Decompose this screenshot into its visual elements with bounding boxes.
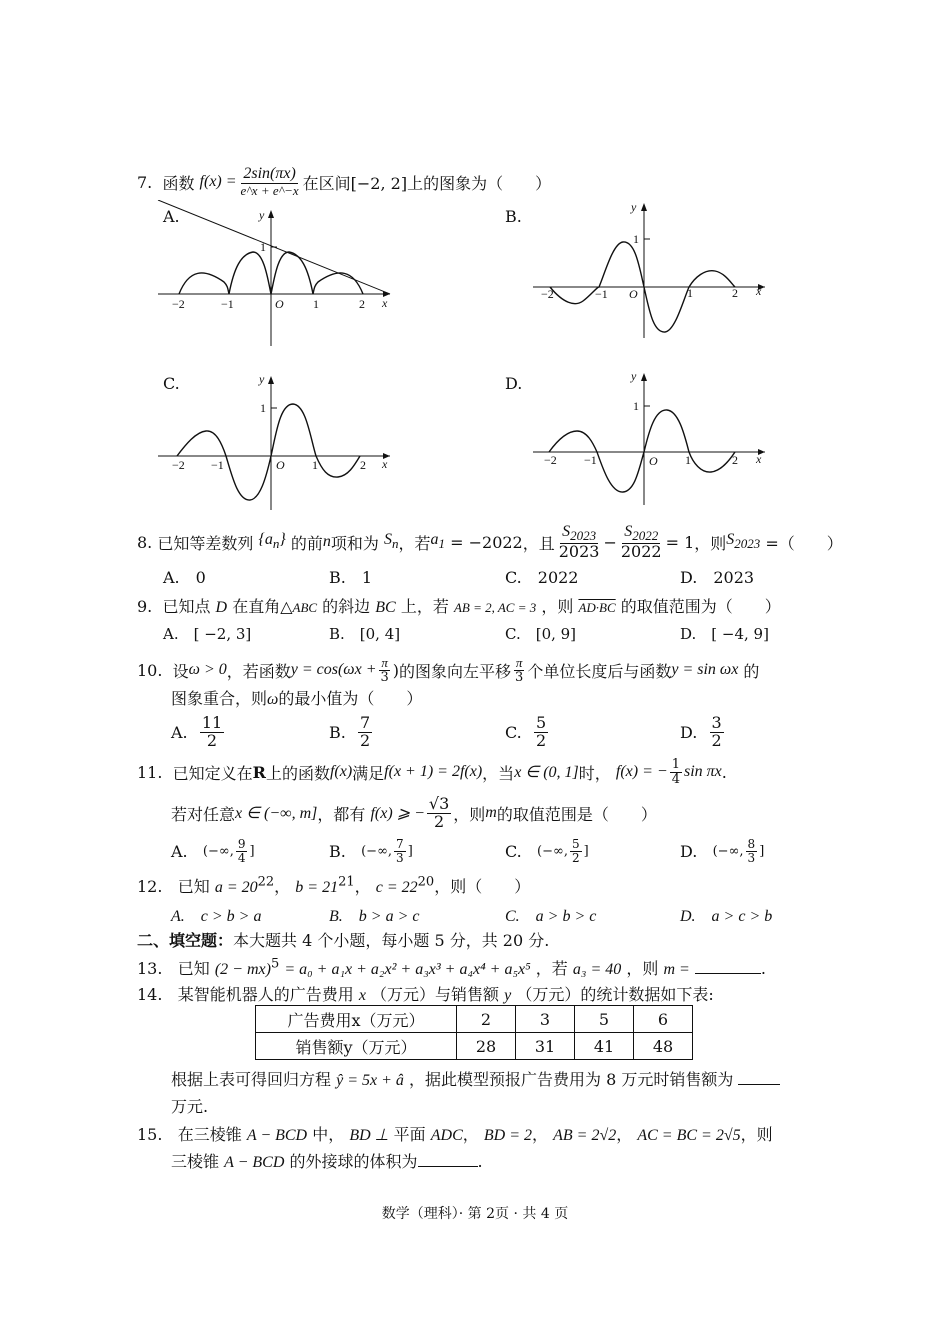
q11-a-frac — [236, 838, 248, 864]
q8-sq-eq: =（ ） — [765, 533, 843, 553]
q7-fx: f(x) = — [199, 173, 237, 190]
q11-a-pre: (−∞, — [202, 843, 234, 859]
q8-a1-val: = −2022 — [450, 532, 523, 552]
q10-fn: y = cos(ωx + — [290, 661, 377, 678]
q10-option-c-label: C. — [505, 722, 522, 742]
q8-text2: 的前 — [290, 533, 323, 553]
q12-a-exp: 22 — [257, 874, 275, 890]
q10-d-num: 3 — [711, 712, 722, 732]
q8-frac1-den: 2023 — [558, 541, 600, 561]
q14-stem — [137, 982, 714, 1005]
q11-sin: sin πx — [683, 763, 722, 780]
q14-line2b: ，据此模型预报广告费用为 8 万元时销售额为 — [409, 1070, 734, 1089]
q10-b-num: 7 — [360, 712, 371, 732]
q14-x: x — [358, 987, 366, 1004]
q10-number: 10. — [137, 660, 163, 680]
q8-seq-close: } — [279, 531, 286, 549]
q14-eq: ŷ = 5x + â — [336, 1072, 404, 1089]
table-row — [256, 1006, 693, 1033]
section2-desc: 本大题共 4 个小题，每小题 5 分，共 20 分. — [233, 931, 550, 950]
q11-q-den: 4 — [671, 771, 680, 787]
q15-text3: 平面 — [393, 1125, 426, 1144]
q11-r-num: √3 — [428, 793, 450, 813]
table-cell: 48 — [634, 1033, 693, 1060]
table-cell: 41 — [575, 1033, 634, 1060]
q15-text5: ， — [532, 1125, 549, 1144]
q11-b-pre: (−∞, — [361, 843, 393, 859]
q12-number: 12. — [137, 877, 163, 896]
label-one: 1 — [260, 401, 266, 415]
q10-option-c[interactable] — [505, 712, 550, 752]
x-label: x — [756, 284, 762, 298]
q8-number: 8. — [137, 532, 153, 552]
label-neg2: −2 — [172, 458, 185, 472]
q12-c-exp: 20 — [417, 874, 435, 890]
x-label: x — [382, 296, 388, 310]
q9-text5: ，则 — [541, 597, 574, 616]
q11-c-frac — [570, 838, 582, 864]
q12-option-a[interactable]: A. c > b > a — [171, 908, 262, 925]
q8-seq-sub: n — [272, 536, 280, 552]
label-pos1: 1 — [313, 297, 319, 311]
q15-c2: ADC — [430, 1127, 463, 1144]
label-neg1: −1 — [211, 458, 224, 472]
q8-n: n — [322, 533, 331, 550]
q11-line2a: 若对任意 — [171, 804, 236, 824]
q15-text2: 中， — [312, 1125, 345, 1144]
q11-r: R — [252, 762, 266, 782]
q9-d: D — [215, 599, 228, 616]
q10-line2c: 的最小值为（ ） — [278, 689, 423, 708]
q8-f1-s: S — [562, 522, 571, 540]
q11-quarter — [670, 758, 682, 786]
table-cell: 31 — [516, 1033, 575, 1060]
table-row — [256, 1033, 693, 1060]
q10-text2: ，若函数 — [226, 661, 291, 681]
q8-seq-a: {a — [258, 531, 273, 549]
q10-omega: ω > 0 — [188, 661, 227, 678]
q11-d-num: 8 — [747, 836, 756, 851]
q12-sep2: ， — [354, 877, 371, 896]
q8-frac1-num — [560, 524, 598, 544]
table-cell: 6 — [634, 1006, 693, 1033]
q9-option-c[interactable]: C. [0, 9] — [505, 625, 577, 643]
q9-text4: 上，若 — [400, 597, 449, 616]
q8-stem — [137, 520, 843, 564]
q8-f2-sub: 2022 — [632, 527, 659, 543]
q10-a-num: 11 — [201, 712, 223, 732]
q11-fdef: f(x) = − — [615, 763, 668, 780]
q9-text: 已知点 — [162, 597, 211, 616]
q11-text4: ，当 — [482, 763, 515, 783]
q7-number: 7. — [137, 172, 153, 192]
q8-seq — [258, 531, 285, 552]
q10-pi-frac — [379, 656, 391, 684]
curve — [549, 410, 735, 492]
q15-c3: BD = 2 — [483, 1127, 533, 1144]
q13-stem — [137, 956, 766, 979]
q9-number: 9. — [137, 597, 153, 616]
q15-c4: AB = 2√2 — [553, 1127, 617, 1144]
q15-text4: ， — [462, 1125, 479, 1144]
q10-text5: 的 — [743, 661, 760, 681]
origin-label: O — [649, 454, 658, 468]
q11-a-label: A. — [171, 841, 188, 861]
q7-graph-d[interactable] — [525, 365, 775, 515]
q10-option-a-frac — [200, 712, 224, 750]
q12-b: b = 21 — [295, 879, 339, 896]
q9-text2: 在直角△ — [232, 597, 293, 616]
table-cell: 28 — [457, 1033, 516, 1060]
y-label: y — [631, 200, 637, 214]
q15-answer-blank[interactable] — [418, 1166, 478, 1167]
q7-graph-c[interactable] — [150, 368, 400, 518]
q9-option-a[interactable]: A. [ −2, 3] — [163, 625, 252, 643]
q8-a1 — [431, 531, 446, 552]
q11-c-num: 5 — [571, 836, 580, 851]
q8-eq1: = 1 — [665, 532, 695, 552]
label-one: 1 — [633, 232, 639, 246]
q10-text3: 的图象向左平移 — [399, 661, 512, 681]
label-one: 1 — [260, 240, 266, 254]
q11-text2: 上的函数 — [265, 763, 330, 783]
y-label: y — [259, 372, 265, 386]
q11-line2b: x ∈ (−∞, m] — [235, 805, 318, 822]
q11-line2e: ，则 — [453, 804, 486, 824]
q11-fx: f(x) — [329, 763, 353, 780]
q10-pi-num-2: π — [515, 654, 523, 670]
q13-rhs: = a₀ + a₁x + a₂x² + a₃x³ + a₄x⁴ + a₅x⁵ — [284, 961, 531, 978]
q10-option-c-frac — [534, 712, 548, 750]
q7-lead: 函数 — [162, 173, 195, 193]
q11-b-post: ] — [407, 843, 413, 859]
origin-label: O — [276, 458, 285, 472]
q10-pi-den-2: 3 — [515, 669, 524, 685]
q11-d-post: ] — [759, 843, 765, 859]
table-cell: 5 — [575, 1006, 634, 1033]
label-neg2: −2 — [541, 287, 554, 301]
q10-c-num: 5 — [535, 712, 547, 732]
q15-line2a: 三棱锥 — [171, 1152, 220, 1171]
q15-line2c: 的外接球的体积为 — [289, 1152, 418, 1171]
q8-text6: ，则 — [694, 533, 727, 553]
q15-line2d: . — [477, 1152, 483, 1171]
q11-dom: x ∈ (0, 1] — [514, 764, 579, 781]
q11-d-pre: (−∞, — [712, 843, 744, 859]
q11-root-frac — [427, 793, 451, 831]
q11-d-frac — [746, 838, 758, 864]
q14-line2 — [171, 1067, 780, 1090]
label-neg2: −2 — [172, 297, 185, 311]
q13-expr: (2 − mx) — [214, 961, 271, 978]
y-arrow-icon — [641, 203, 647, 211]
q7-option-a-label[interactable]: A. — [163, 207, 180, 226]
q12-c: c = 22 — [375, 879, 418, 896]
q14-data-table — [255, 1005, 693, 1060]
q11-c-den: 2 — [571, 850, 580, 865]
q15-c1: BD ⊥ — [349, 1127, 389, 1144]
q12-b-exp: 21 — [338, 874, 355, 890]
q11-b-label: B. — [329, 841, 346, 861]
q11-text1: 已知定义在 — [172, 763, 253, 783]
q11-stem — [137, 752, 727, 792]
q10-text4: 个单位长度后与函数 — [527, 661, 672, 681]
q10-option-d-label: D. — [680, 722, 698, 742]
q14-text3: （万元）的统计数据如下表: — [516, 985, 714, 1004]
label-one: 1 — [633, 399, 639, 413]
q10-option-a[interactable] — [171, 712, 226, 752]
q12-a: a = 20 — [214, 879, 258, 896]
q11-d-label: D. — [680, 841, 698, 861]
q7-tail: 在区间[−2, 2]上的图象为（ ） — [302, 173, 552, 193]
q10-pi-frac-2 — [513, 656, 525, 684]
table-row-head: 广告费用x（万元） — [256, 1006, 457, 1033]
q8-text: 已知等差数列 — [157, 533, 254, 553]
q9-bc: BC — [375, 599, 396, 616]
q11-line2g: 的取值范围是（ ） — [496, 804, 657, 824]
q11-number: 11. — [137, 762, 163, 782]
q8-f1-sub: 2023 — [570, 527, 597, 543]
q11-line2f: m — [485, 804, 497, 821]
y-label: y — [631, 369, 637, 383]
q12-sep1: ， — [274, 877, 291, 896]
q7-option-d-label[interactable]: D. — [505, 374, 523, 393]
q8-sq-s: S — [726, 531, 735, 549]
q8-option-d[interactable]: D. 2023 — [680, 568, 755, 587]
q11-c-label: C. — [505, 841, 522, 861]
q7-fraction — [239, 166, 301, 197]
origin-label: O — [275, 297, 284, 311]
q8-sq — [726, 531, 760, 552]
q14-text2: （万元）与销售额 — [371, 985, 500, 1004]
q8-frac2 — [619, 524, 664, 561]
label-pos2: 2 — [359, 297, 365, 311]
q11-option-c[interactable] — [505, 835, 589, 867]
q12-stem — [137, 874, 530, 897]
q13-text1: 已知 — [177, 959, 210, 978]
q8-sq-sub: 2023 — [734, 536, 761, 552]
q8-option-b[interactable]: B. 1 — [329, 568, 373, 587]
q11-r-den: 2 — [433, 811, 445, 831]
q11-b-den: 3 — [396, 850, 404, 865]
q15-text1: 在三棱锥 — [177, 1125, 242, 1144]
origin-label: O — [629, 287, 638, 301]
q10-b-den: 2 — [360, 730, 371, 750]
q11-line2 — [171, 792, 657, 834]
q15-line2b: A − BCD — [224, 1154, 285, 1171]
q11-c-pre: (−∞, — [537, 843, 568, 859]
q14-answer-blank[interactable] — [738, 1084, 780, 1085]
q15-t1: A − BCD — [246, 1127, 308, 1144]
q10-option-d[interactable] — [680, 712, 726, 752]
curve — [177, 404, 360, 500]
q14-line2a: 根据上表可得回归方程 — [171, 1070, 332, 1089]
q11-a-den: 4 — [237, 850, 246, 865]
q8-minus: − — [603, 532, 617, 552]
q14-y: y — [504, 987, 512, 1004]
q8-a: a — [430, 531, 439, 549]
q10-a-den: 2 — [206, 730, 218, 750]
table-cell: 2 — [457, 1006, 516, 1033]
q8-a-sub: 1 — [438, 536, 446, 552]
q10-option-a-label: A. — [171, 722, 188, 742]
q9-option-b[interactable]: B. [0, 4] — [329, 625, 401, 643]
q9-vec: AD·BC — [578, 600, 616, 615]
q10-text1: 设 — [172, 661, 189, 681]
q10-line2a: 图象重合，则 — [171, 689, 268, 708]
q11-option-b[interactable] — [329, 835, 413, 867]
q10-pi-den: 3 — [380, 669, 389, 685]
q12-text2: ，则（ ） — [434, 877, 531, 896]
q10-c-den: 2 — [535, 730, 547, 750]
q10-line2b: ω — [267, 691, 279, 708]
q7-option-b-label[interactable]: B. — [505, 207, 522, 226]
q13-text3: ，则 — [626, 959, 659, 978]
q8-option-a[interactable]: A. 0 — [163, 568, 206, 587]
q12-option-b[interactable]: B. b > a > c — [329, 908, 420, 925]
q8-text5: ，且 — [522, 533, 555, 553]
q8-frac2-num — [622, 524, 660, 544]
q8-text4: ，若 — [398, 533, 431, 553]
label-pos2: 2 — [732, 286, 738, 300]
q11-option-a[interactable] — [171, 835, 255, 867]
q11-a-post: ] — [249, 843, 255, 859]
q13-m: m = — [663, 961, 690, 978]
q10-fn2: y = sin ωx — [671, 661, 739, 678]
x-label: x — [756, 452, 762, 466]
table-row-head: 销售额y（万元） — [256, 1033, 457, 1060]
q12-text1: 已知 — [177, 877, 210, 896]
y-arrow-icon — [268, 376, 274, 384]
q8-frac2-den: 2022 — [620, 541, 662, 561]
q14-line3: 万元. — [171, 1097, 209, 1116]
q13-a3: a₃ = 40 — [572, 961, 622, 978]
q8-f2-s: S — [624, 522, 633, 540]
q7-option-c-label[interactable]: C. — [163, 374, 180, 393]
q10-option-d-frac — [710, 712, 724, 750]
q10-option-b-label: B. — [329, 722, 346, 742]
q9-stem — [137, 594, 781, 617]
q12-option-c[interactable]: C. a > b > c — [505, 908, 597, 925]
q7-graph-a[interactable] — [150, 200, 400, 350]
q7-frac-den: e^x + e^−x — [240, 183, 299, 199]
q10-fn-close: ) — [392, 660, 400, 680]
q8-option-c[interactable]: C. 2022 — [505, 568, 579, 587]
q12-option-d[interactable]: D. a > c > b — [680, 908, 773, 925]
label-pos1: 1 — [312, 458, 318, 472]
q15-c5: AC = BC = 2√5 — [637, 1127, 741, 1144]
label-pos1: 1 — [687, 286, 693, 300]
label-pos2: 2 — [360, 458, 366, 472]
q11-line2c: ，都有 — [317, 804, 366, 824]
q13-text2: ，若 — [535, 959, 568, 978]
q9-text3: 的斜边 — [322, 597, 371, 616]
section2-heading — [137, 928, 549, 951]
q15-line2 — [171, 1149, 483, 1172]
q11-line2d: f(x) ⩾ − — [370, 805, 425, 822]
q15-number: 15. — [137, 1125, 163, 1144]
q8-s: S — [384, 531, 392, 549]
q10-option-b[interactable] — [329, 712, 374, 752]
q8-frac1 — [557, 524, 602, 561]
q11-dot: . — [721, 762, 727, 782]
q8-text3: 项和为 — [330, 533, 379, 553]
q15-text7: ，则 — [740, 1125, 773, 1144]
page-footer: 数学（理科）· 第 2页 · 共 4 页 — [381, 1206, 569, 1222]
q11-option-d[interactable] — [680, 835, 764, 867]
q7-graph-b[interactable] — [525, 195, 775, 345]
q11-b-num: 7 — [396, 836, 404, 851]
q8-sn — [384, 531, 399, 552]
label-neg1: −1 — [595, 287, 608, 301]
q15-stem — [137, 1122, 773, 1145]
q9-option-d[interactable]: D. [ −4, 9] — [680, 625, 769, 643]
q10-option-b-frac — [358, 712, 372, 750]
q11-d-den: 3 — [747, 850, 756, 865]
q13-answer-blank[interactable] — [695, 973, 761, 974]
q9-abc: ABC — [292, 600, 318, 615]
q11-q-num: 1 — [671, 756, 680, 772]
label-pos1: 1 — [685, 453, 691, 467]
q11-c-post: ] — [583, 843, 589, 859]
y-arrow-icon — [641, 373, 647, 381]
q9-text6: 的取值范围为（ ） — [620, 597, 781, 616]
q11-rel: f(x + 1) = 2f(x) — [384, 763, 483, 780]
q8-s-sub: n — [392, 536, 399, 552]
q14-text: 某智能机器人的广告费用 — [177, 985, 354, 1004]
q10-line2 — [171, 686, 422, 709]
q7-stem — [137, 160, 551, 204]
label-neg1: −1 — [584, 453, 597, 467]
q15-text6: ， — [616, 1125, 633, 1144]
q13-expr-exp: 5 — [270, 956, 280, 972]
q10-pi-num: π — [381, 654, 388, 670]
q11-a-num: 9 — [237, 836, 246, 851]
q11-text5: 时， — [578, 763, 611, 783]
q13-end: . — [760, 959, 767, 978]
q14-number: 14. — [137, 985, 163, 1004]
y-arrow-icon — [268, 210, 274, 218]
y-label: y — [259, 208, 265, 222]
x-label: x — [382, 457, 388, 471]
q9-cond: AB = 2, AC = 3 — [453, 600, 537, 615]
label-pos2: 2 — [732, 453, 738, 467]
q7-frac-num: 2sin(πx) — [243, 165, 296, 183]
label-neg2: −2 — [544, 453, 557, 467]
q11-b-frac — [394, 838, 406, 864]
section2-title: 二、填空题： — [137, 931, 234, 950]
q13-number: 13. — [137, 959, 163, 978]
label-neg1: −1 — [221, 297, 234, 311]
table-cell: 3 — [516, 1006, 575, 1033]
q11-text3: 满足 — [352, 763, 385, 783]
q10-d-den: 2 — [711, 730, 722, 750]
